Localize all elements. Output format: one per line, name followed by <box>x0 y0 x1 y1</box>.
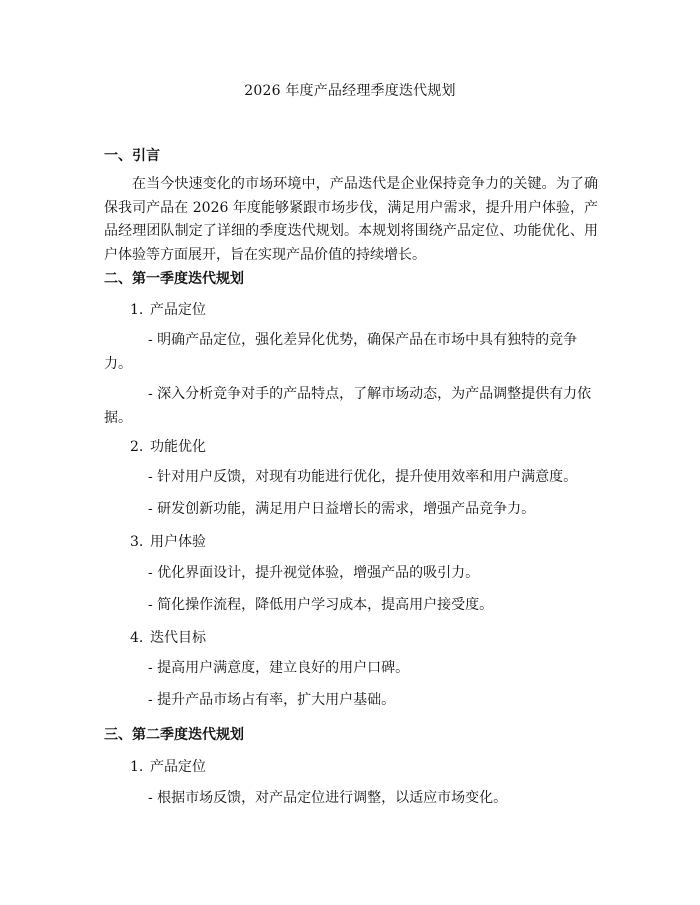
item-number: 1. <box>130 302 144 318</box>
item-label: 用户体验 <box>150 534 206 550</box>
q2-item-1 <box>130 756 206 776</box>
item-label: 产品定位 <box>150 302 206 318</box>
item-number: 4. <box>130 630 144 646</box>
q1-item-4 <box>130 627 206 647</box>
q1-item-2 <box>130 436 206 456</box>
q1-item-2-bullet-2: - 研发创新功能，满足用户日益增长的需求，增强产品竞争力。 <box>148 501 536 517</box>
item-number: 1. <box>130 759 144 775</box>
q1-item-3-bullet-1: - 优化界面设计，提升视觉体验，增强产品的吸引力。 <box>148 565 480 581</box>
q1-item-1 <box>130 299 206 319</box>
q1-item-2-bullet-1: - 针对用户反馈，对现有功能进行优化，提升使用效率和用户满意度。 <box>148 469 578 485</box>
q1-item-3-bullet-2: - 简化操作流程，降低用户学习成本，提高用户接受度。 <box>148 597 494 613</box>
q1-item-4-bullet-2: - 提升产品市场占有率，扩大用户基础。 <box>148 692 396 708</box>
item-label: 功能优化 <box>150 439 206 455</box>
q2-item-1-bullet-1: - 根据市场反馈，对产品定位进行调整，以适应市场变化。 <box>148 790 508 806</box>
section-heading-q1: 二、第一季度迭代规划 <box>104 271 244 287</box>
item-number: 2. <box>130 439 144 455</box>
intro-paragraph: 在当今快速变化的市场环境中，产品迭代是企业保持竞争力的关键。为了确保我司产品在 2026 年度能够紧跟市场步伐，满足用户需求，提升用户体验，产品经理团队制定了详细的季度迭代规划。本规划将围绕产品定位、功能优化、用户体验等方面展开，旨在实现产品价值的持续增长。 <box>104 176 598 263</box>
q1-item-1-bullet-1: - 明确产品定位，强化差异化优势，确保产品在市场中具有独特的竞争力。 <box>104 332 578 372</box>
section-heading-intro: 一、引言 <box>104 148 160 164</box>
q1-item-3 <box>130 531 206 551</box>
document-title: 2026 年度产品经理季度迭代规划 <box>244 83 456 99</box>
item-label: 迭代目标 <box>150 630 206 646</box>
item-label: 产品定位 <box>150 759 206 775</box>
q1-item-4-bullet-1: - 提高用户满意度，建立良好的用户口碑。 <box>148 660 410 676</box>
item-number: 3. <box>130 534 144 550</box>
section-heading-q2: 三、第二季度迭代规划 <box>104 727 244 743</box>
q1-item-1-bullet-2: - 深入分析竞争对手的产品特点，了解市场动态，为产品调整提供有力依据。 <box>104 386 592 426</box>
